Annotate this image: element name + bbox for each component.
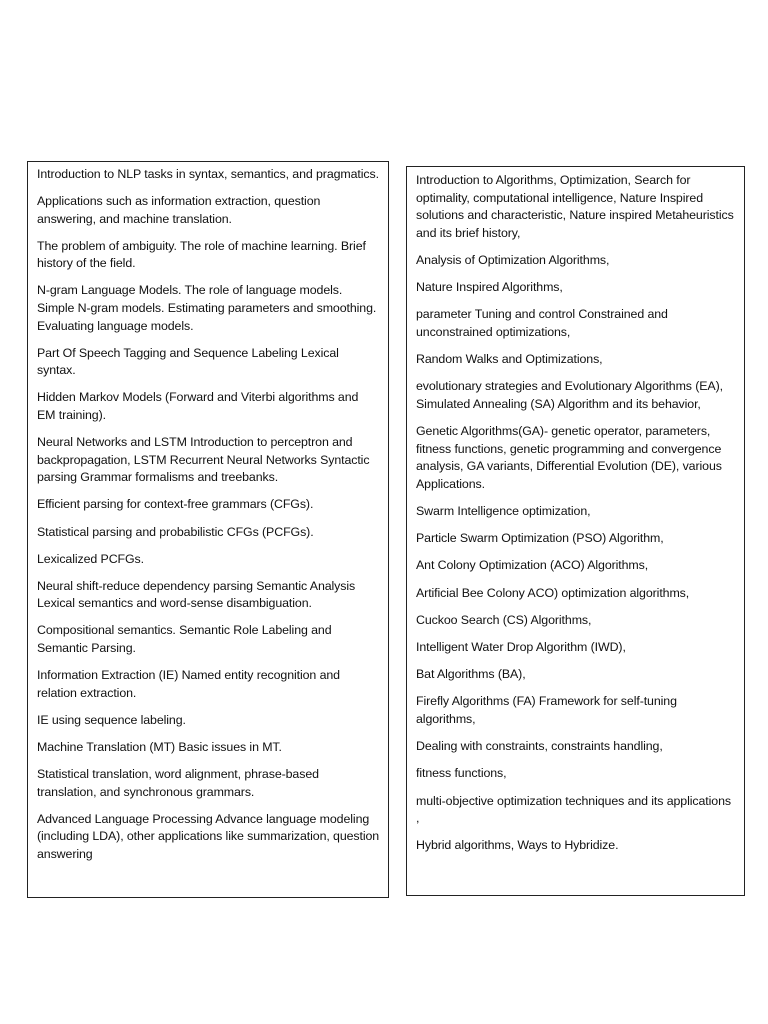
optimization-topic: Bat Algorithms (BA), bbox=[416, 667, 526, 682]
optimization-topic: Cuckoo Search (CS) Algorithms, bbox=[416, 612, 592, 627]
optimization-topic: Hybrid algorithms, Ways to Hybridize. bbox=[416, 838, 619, 853]
optimization-topic: Analysis of Optimization Algorithms, bbox=[416, 252, 610, 267]
nlp-topic: Machine Translation (MT) Basic issues in MT. bbox=[37, 739, 282, 754]
nlp-topic: Information Extraction (IE) Named entity recognition and relation extraction. bbox=[37, 668, 340, 700]
optimization-topic: fitness functions, bbox=[416, 766, 507, 781]
optimization-topic: Firefly Algorithms (FA) Framework for self-tuning algorithms, bbox=[416, 694, 677, 726]
nlp-topic: N-gram Language Models. The role of language models. Simple N-gram models. Estimating parameters and smoothing. Evaluating language models. bbox=[37, 283, 377, 333]
nlp-topic: Compositional semantics. Semantic Role Labeling and Semantic Parsing. bbox=[37, 623, 332, 655]
nlp-topic: Introduction to NLP tasks in syntax, semantics, and pragmatics. bbox=[37, 167, 379, 181]
optimization-topic: Artificial Bee Colony ACO) optimization algorithms, bbox=[416, 585, 690, 600]
nlp-topic: Part Of Speech Tagging and Sequence Labeling Lexical syntax. bbox=[37, 345, 339, 378]
optimization-topic: evolutionary strategies and Evolutionary Algorithms (EA), Simulated Annealing (SA) Algorithm and its behavior, bbox=[416, 379, 723, 411]
optimization-topic: Introduction to Algorithms, Optimization, Search for optimality, computational intelligence, Nature Inspired solutions and characteristic, Nature inspired Metaheuristics and its brief history, bbox=[416, 173, 734, 240]
optimization-topic: Ant Colony Optimization (ACO) Algorithms, bbox=[416, 558, 649, 573]
nlp-topic: Lexicalized PCFGs. bbox=[37, 551, 144, 566]
nlp-topic: Hidden Markov Models (Forward and Viterbi algorithms and EM training). bbox=[37, 390, 359, 423]
nlp-topic: Advanced Language Processing Advance language modeling (including LDA), other applications like summarization, question answering bbox=[37, 811, 380, 861]
nlp-topic: IE using sequence labeling. bbox=[37, 712, 186, 727]
nlp-topic: The problem of ambiguity. The role of machine learning. Brief history of the field. bbox=[37, 238, 366, 271]
nlp-topic: Neural shift-reduce dependency parsing Semantic Analysis Lexical semantics and word-sense disambiguation. bbox=[37, 578, 356, 611]
optimization-topic: Nature Inspired Algorithms, bbox=[416, 280, 563, 295]
nlp-topic: Statistical translation, word alignment, phrase-based translation, and synchronous grammars. bbox=[37, 766, 319, 799]
optimization-topic: Dealing with constraints, constraints handling, bbox=[416, 739, 663, 754]
optimization-topic: Intelligent Water Drop Algorithm (IWD), bbox=[416, 640, 626, 654]
optimization-syllabus-box bbox=[406, 166, 745, 896]
optimization-topic: Particle Swarm Optimization (PSO) Algorithm, bbox=[416, 531, 664, 546]
nlp-topic: Statistical parsing and probabilistic CFGs (PCFGs). bbox=[37, 524, 314, 539]
nlp-syllabus-box bbox=[27, 161, 389, 898]
nlp-topic: Neural Networks and LSTM Introduction to perceptron and backpropagation, LSTM Recurrent Neural Networks Syntactic parsing Grammar formalisms and treebanks. bbox=[37, 435, 370, 485]
optimization-topic: Random Walks and Optimizations, bbox=[416, 352, 603, 367]
optimization-topic: multi-objective optimization techniques and its applications , bbox=[416, 793, 731, 826]
nlp-topic: Applications such as information extraction, question answering, and machine translation. bbox=[37, 194, 321, 226]
optimization-topic: Swarm Intelligence optimization, bbox=[416, 504, 591, 519]
optimization-topic: Genetic Algorithms(GA)- genetic operator, parameters, fitness functions, genetic programming and convergence analysis, GA variants, Differential Evolution (DE), various Applications. bbox=[416, 424, 722, 491]
optimization-topic: parameter Tuning and control Constrained and unconstrained optimizations, bbox=[416, 307, 668, 339]
nlp-topic: Efficient parsing for context-free grammars (CFGs). bbox=[37, 497, 314, 512]
